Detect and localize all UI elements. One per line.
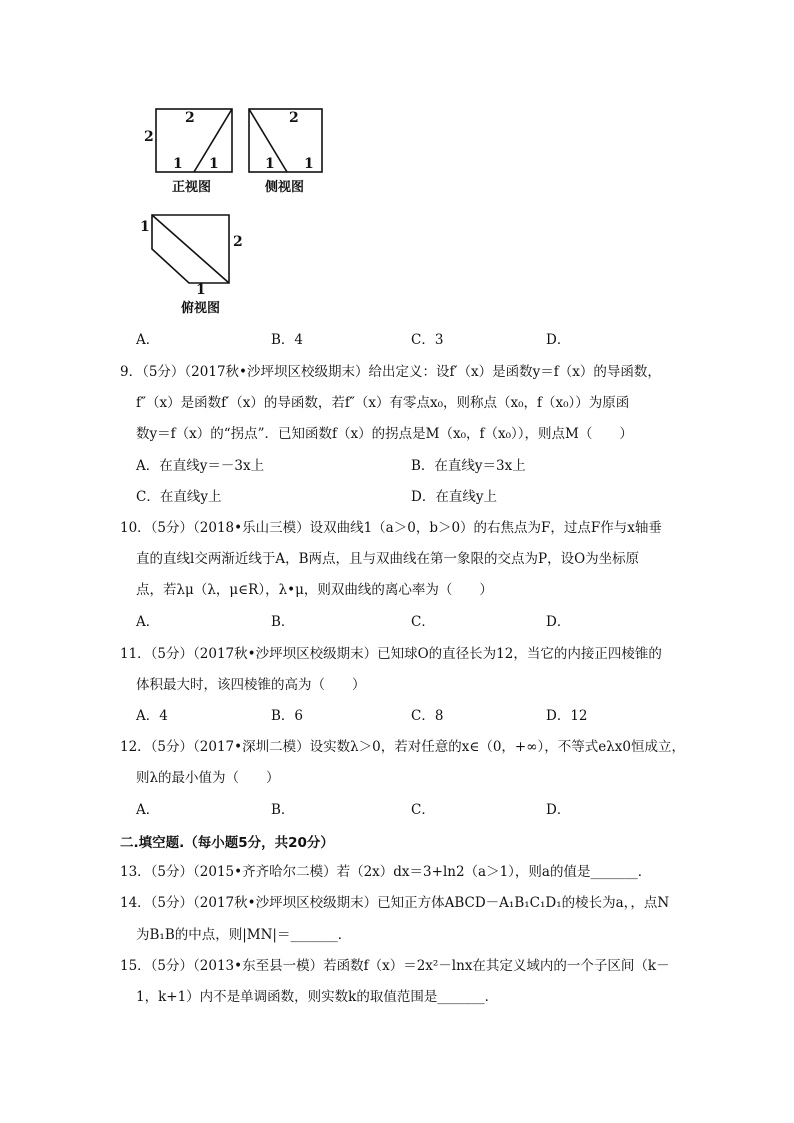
- q10-option-c: C．: [411, 614, 435, 630]
- front-view-label-top: 2: [185, 110, 195, 126]
- q9-option-c: C．在直线y上: [136, 489, 222, 505]
- side-view-label-top: 2: [289, 110, 299, 126]
- three-view-drawing: [0, 0, 794, 330]
- q12-option-c: C．: [411, 802, 435, 818]
- q8-option-d: D．: [546, 332, 571, 348]
- top-view-caption: 俯视图: [181, 301, 221, 316]
- q8-option-b: B．4: [271, 332, 304, 348]
- front-view-label-bottom-left: 1: [173, 156, 183, 172]
- top-view-label-bottom: 1: [196, 282, 206, 298]
- q10-option-a: A．: [136, 614, 160, 630]
- q10-line-3: 点，若λμ（λ，μ∈R），λ•μ，则双曲线的离心率为（ ）: [136, 582, 493, 598]
- side-view-caption: 侧视图: [265, 180, 305, 195]
- q15-line-2: 1，k+1）内不是单调函数，则实数k的取值范围是_______．: [136, 989, 499, 1005]
- q9-line-1: 9．（5分）（2017秋•沙坪坝区校级期末）给出定义：设f′（x）是函数y＝f（x）的导函数，: [120, 364, 661, 380]
- q11-line-1: 11．（5分）（2017秋•沙坪坝区校级期末）已知球O的直径长为12，当它的内接正四棱锥的: [120, 646, 662, 662]
- q9-option-a: A．在直线y＝－3x上: [136, 458, 265, 474]
- q11-option-b: B．6: [271, 708, 304, 724]
- q13-line-1: 13．（5分）（2015•齐齐哈尔二模）若（2x）dx＝3+ln2（a＞1），则a的值是_______．: [120, 864, 652, 880]
- front-view-caption: 正视图: [172, 180, 212, 195]
- top-view-label-left: 1: [140, 219, 150, 235]
- q9-line-2: f″（x）是函数f′（x）的导函数，若f″（x）有零点x₀，则称点（x₀，f（x₀））为原函: [136, 395, 630, 411]
- side-view-label-bottom-right: 1: [304, 156, 314, 172]
- q9-option-d: D．在直线y上: [411, 489, 497, 505]
- q12-option-b: B．: [271, 802, 295, 818]
- q10-option-d: D．: [546, 614, 571, 630]
- side-view-label-bottom-left: 1: [265, 156, 275, 172]
- q10-option-b: B．: [271, 614, 295, 630]
- q14-line-1: 14．（5分）（2017秋•沙坪坝区校级期末）已知正方体ABCD－A₁B₁C₁D₁的棱长为a，，点N: [120, 895, 670, 911]
- q15-line-1: 15．（5分）（2013•东至县一模）若函数f（x）＝2x²－lnx在其定义域内的一个子区间（k－: [120, 958, 670, 974]
- q11-option-c: C．8: [411, 708, 444, 724]
- q11-option-a: A．4: [136, 708, 168, 724]
- q8-option-a: A．: [136, 332, 160, 348]
- q12-line-2: 则λ的最小值为（ ）: [136, 770, 280, 786]
- q9-line-3: 数y＝f（x）的“拐点”．已知函数f（x）的拐点是M（x₀，f（x₀）），则点M（ ）: [136, 426, 633, 442]
- q11-line-2: 体积最大时，该四棱锥的高为（ ）: [136, 677, 366, 693]
- q8-option-c: C．3: [411, 332, 444, 348]
- front-view-label-bottom-right: 1: [209, 156, 219, 172]
- q11-option-d: D．12: [546, 708, 588, 724]
- q9-option-b: B．在直线y＝3x上: [411, 458, 526, 474]
- top-view-label-right: 2: [233, 234, 243, 250]
- q12-option-a: A．: [136, 802, 160, 818]
- q14-line-2: 为B₁B的中点，则|MN|＝_______．: [136, 927, 352, 943]
- section-2-title: 二.填空题.（每小题5分，共20分）: [120, 835, 334, 851]
- q12-line-1: 12．（5分）（2017•深圳二模）设实数λ＞0，若对任意的x∈（0，+∞），不等式eλx0恒成立，: [120, 739, 685, 755]
- front-view-label-left: 2: [144, 129, 154, 145]
- q10-line-2: 直的直线l交两渐近线于A，B两点，且与双曲线在第一象限的交点为P，设O为坐标原: [136, 551, 640, 567]
- top-view-diagonal: [152, 215, 229, 283]
- q10-line-1: 10．（5分）（2018•乐山三模）设双曲线1（a＞0，b＞0）的右焦点为F，过点F作与x轴垂: [120, 520, 662, 536]
- q12-option-d: D．: [546, 802, 571, 818]
